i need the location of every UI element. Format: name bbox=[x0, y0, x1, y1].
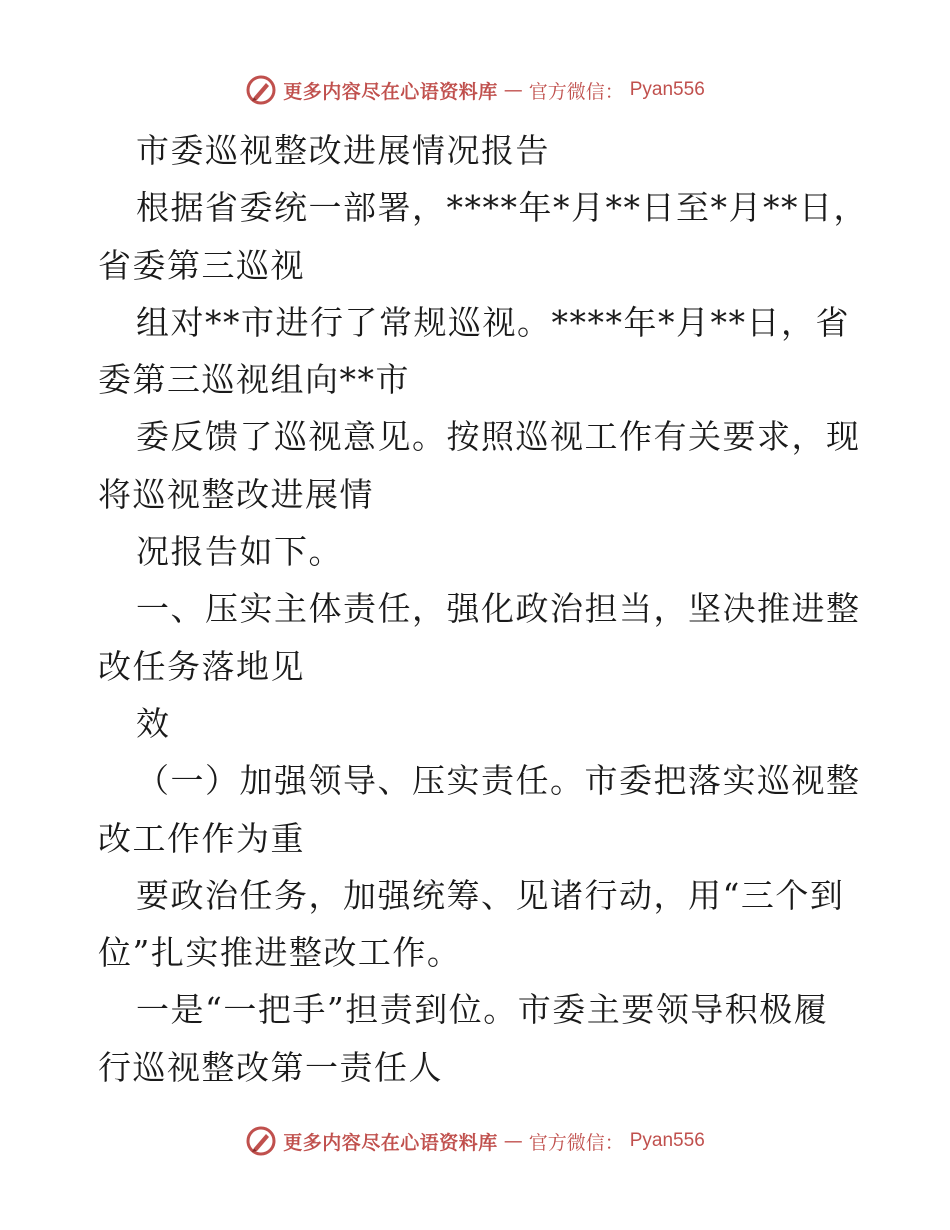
watermark-wechat-label: 官方微信： bbox=[528, 1131, 624, 1154]
subsection-heading: （一）加强领导、压实责任。市委把落实巡视整 bbox=[136, 761, 861, 801]
paragraph-line: 组对**市进行了常规巡视。****年*月**日，省 bbox=[136, 302, 850, 342]
paragraph-line: 将巡视整改进展情 bbox=[98, 474, 374, 514]
watermark-dash: — bbox=[503, 79, 523, 101]
paragraph-line: 根据省委统一部署，****年*月**日至*月**日， bbox=[136, 188, 868, 228]
watermark-wechat-id: Pyan556 bbox=[629, 79, 705, 100]
paragraph-line: 行巡视整改第一责任人 bbox=[98, 1047, 443, 1087]
paragraph-line: 况报告如下。 bbox=[136, 532, 343, 572]
watermark-dash: — bbox=[503, 1130, 523, 1152]
watermark-wechat-label: 官方微信： bbox=[528, 80, 624, 103]
paragraph-line: 改工作作为重 bbox=[98, 818, 305, 858]
section-heading: 效 bbox=[136, 703, 171, 743]
paragraph-line: 一是“一把手”担责到位。市委主要领导积极履 bbox=[136, 990, 829, 1030]
paragraph-line: 位”扎实推进整改工作。 bbox=[98, 933, 462, 973]
section-heading: 改任务落地见 bbox=[98, 646, 305, 686]
footer-watermark bbox=[0, 1121, 950, 1161]
watermark-wechat-id: Pyan556 bbox=[629, 1130, 705, 1151]
document-body bbox=[98, 122, 868, 1096]
section-heading: 一、压实主体责任，强化政治担当，坚决推进整 bbox=[136, 589, 861, 629]
document-title: 市委巡视整改进展情况报告 bbox=[136, 131, 550, 170]
watermark-brand-text: 更多内容尽在心语资料库 bbox=[283, 80, 498, 103]
pen-circle-icon bbox=[245, 74, 277, 106]
paragraph-line: 委反馈了巡视意见。按照巡视工作有关要求，现 bbox=[136, 417, 861, 457]
paragraph-line: 要政治任务，加强统筹、见诸行动，用“三个到 bbox=[136, 875, 845, 915]
watermark-brand-text: 更多内容尽在心语资料库 bbox=[283, 1131, 498, 1154]
header-watermark bbox=[0, 70, 950, 110]
paragraph-line: 委第三巡视组向**市 bbox=[98, 360, 410, 400]
paragraph-line: 省委第三巡视 bbox=[98, 245, 305, 285]
pen-circle-icon bbox=[245, 1125, 277, 1157]
